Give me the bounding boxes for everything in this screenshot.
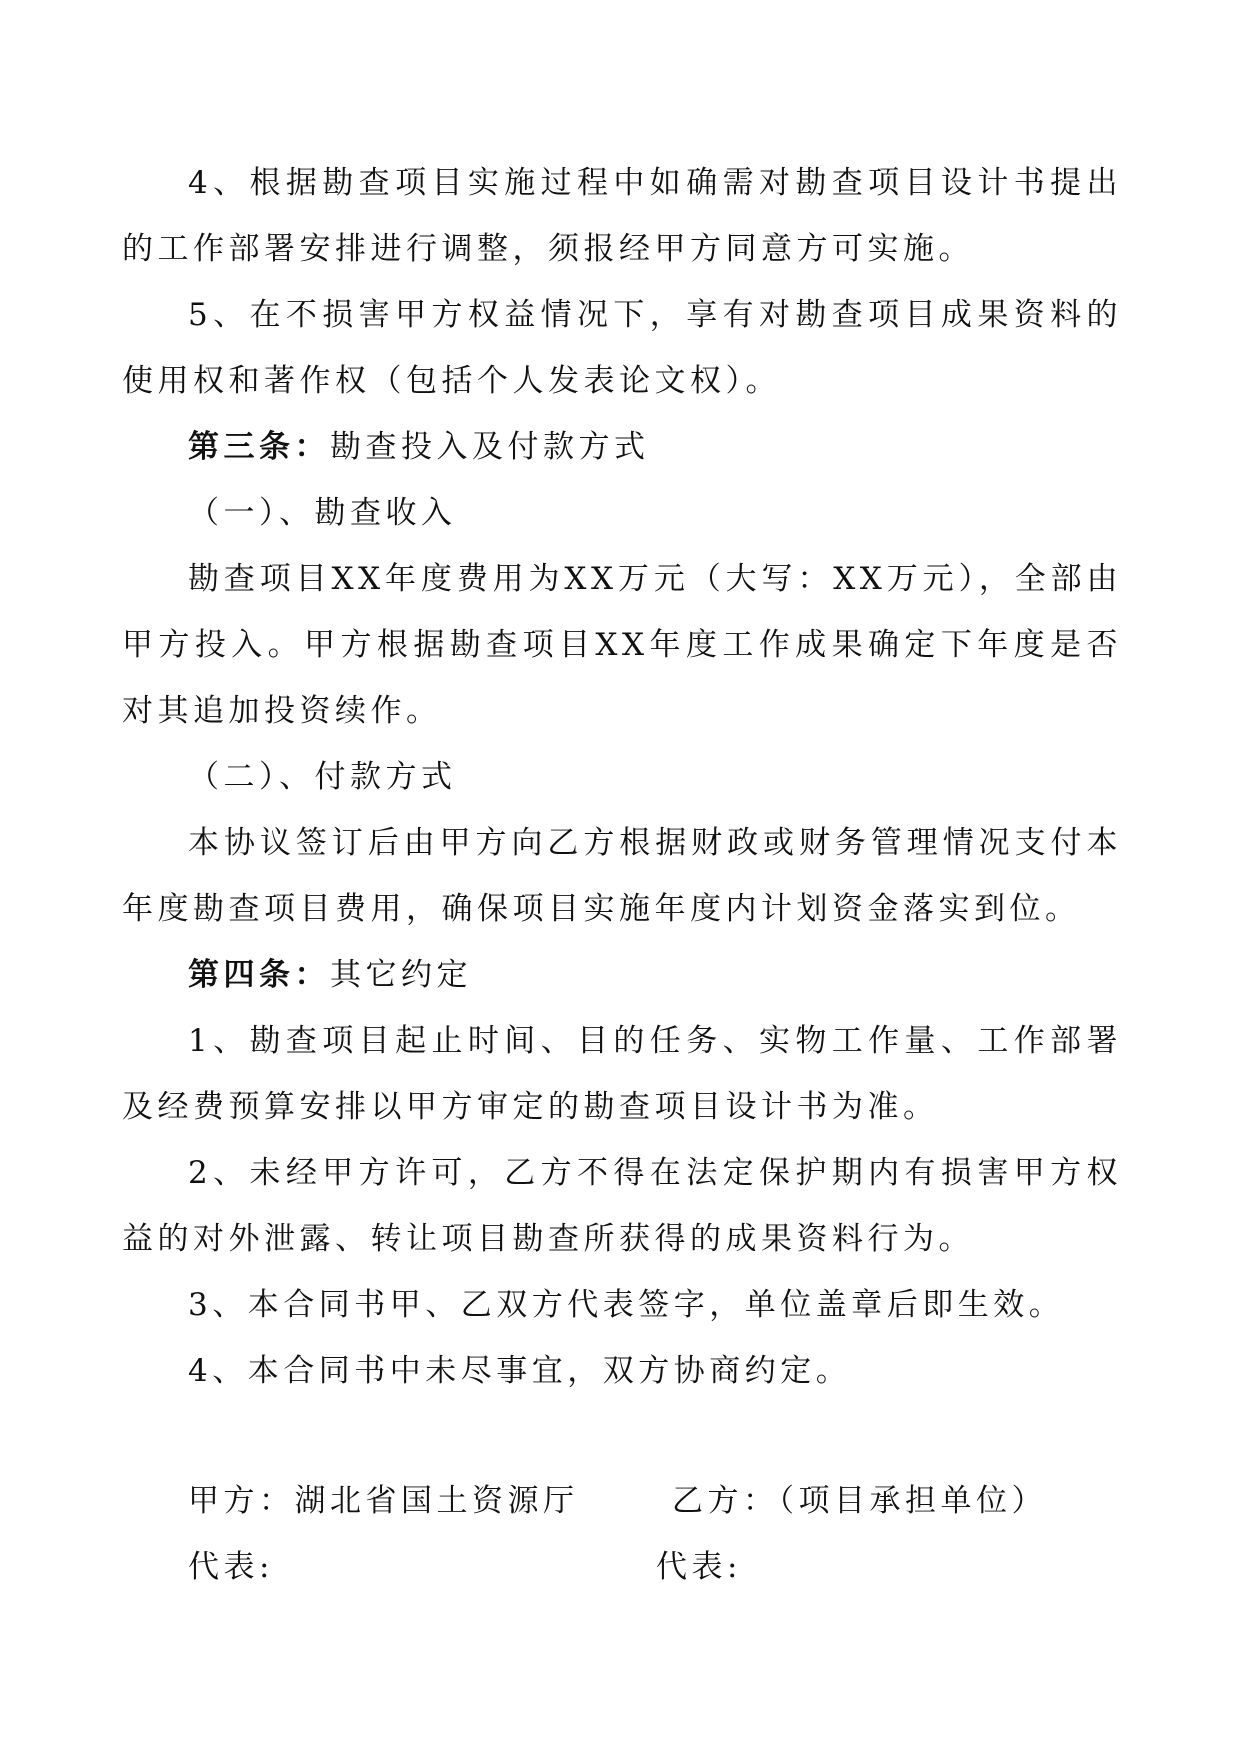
article-3-label: 第三条：	[188, 429, 330, 465]
party-a-label: 甲方：湖北省国土资源厅	[188, 1483, 579, 1519]
paragraph-other-3: 3、本合同书甲、乙双方代表签字，单位盖章后即生效。	[188, 1287, 1065, 1323]
party-a-representative: 代表:	[188, 1549, 274, 1585]
article-4-title: 其它约定	[330, 957, 472, 993]
article-4-heading	[188, 942, 472, 1008]
paragraph-other-2: 2、未经甲方许可，乙方不得在法定保护期内有损害甲方权益的对外泄露、转让项目勘查所获得的成果资料行为。	[122, 1155, 1122, 1257]
party-b-representative: 代表:	[656, 1549, 742, 1585]
paragraph-clause-4: 4、根据勘查项目实施过程中如确需对勘查项目设计书提出的工作部署安排进行调整，须报经甲方同意方可实施。	[122, 165, 1122, 267]
paragraph-other-1: 1、勘查项目起止时间、目的任务、实物工作量、工作部署及经费预算安排以甲方审定的勘查项目设计书为准。	[122, 1023, 1122, 1125]
paragraph-survey-income: 勘查项目XX年度费用为XX万元（大写：XX万元），全部由甲方投入。甲方根据勘查项目XX年度工作成果确定下年度是否对其追加投资续作。	[122, 561, 1122, 729]
article-3-title: 勘查投入及付款方式	[330, 429, 650, 465]
paragraph-payment-method: 本协议签订后由甲方向乙方根据财政或财务管理情况支付本年度勘查项目费用，确保项目实施年度内计划资金落实到位。	[122, 825, 1122, 927]
article-4-label: 第四条：	[188, 957, 330, 993]
party-b-label: 乙方：（项目承担单位）	[672, 1483, 1047, 1519]
paragraph-other-4: 4、本合同书中未尽事宜，双方协商约定。	[188, 1353, 852, 1389]
section-2-heading: （二）、付款方式	[188, 759, 457, 795]
article-3-heading	[188, 414, 650, 480]
section-1-heading: （一）、勘查收入	[188, 495, 457, 531]
paragraph-clause-5: 5、在不损害甲方权益情况下，享有对勘查项目成果资料的使用权和著作权（包括个人发表论文权）。	[122, 297, 1122, 399]
